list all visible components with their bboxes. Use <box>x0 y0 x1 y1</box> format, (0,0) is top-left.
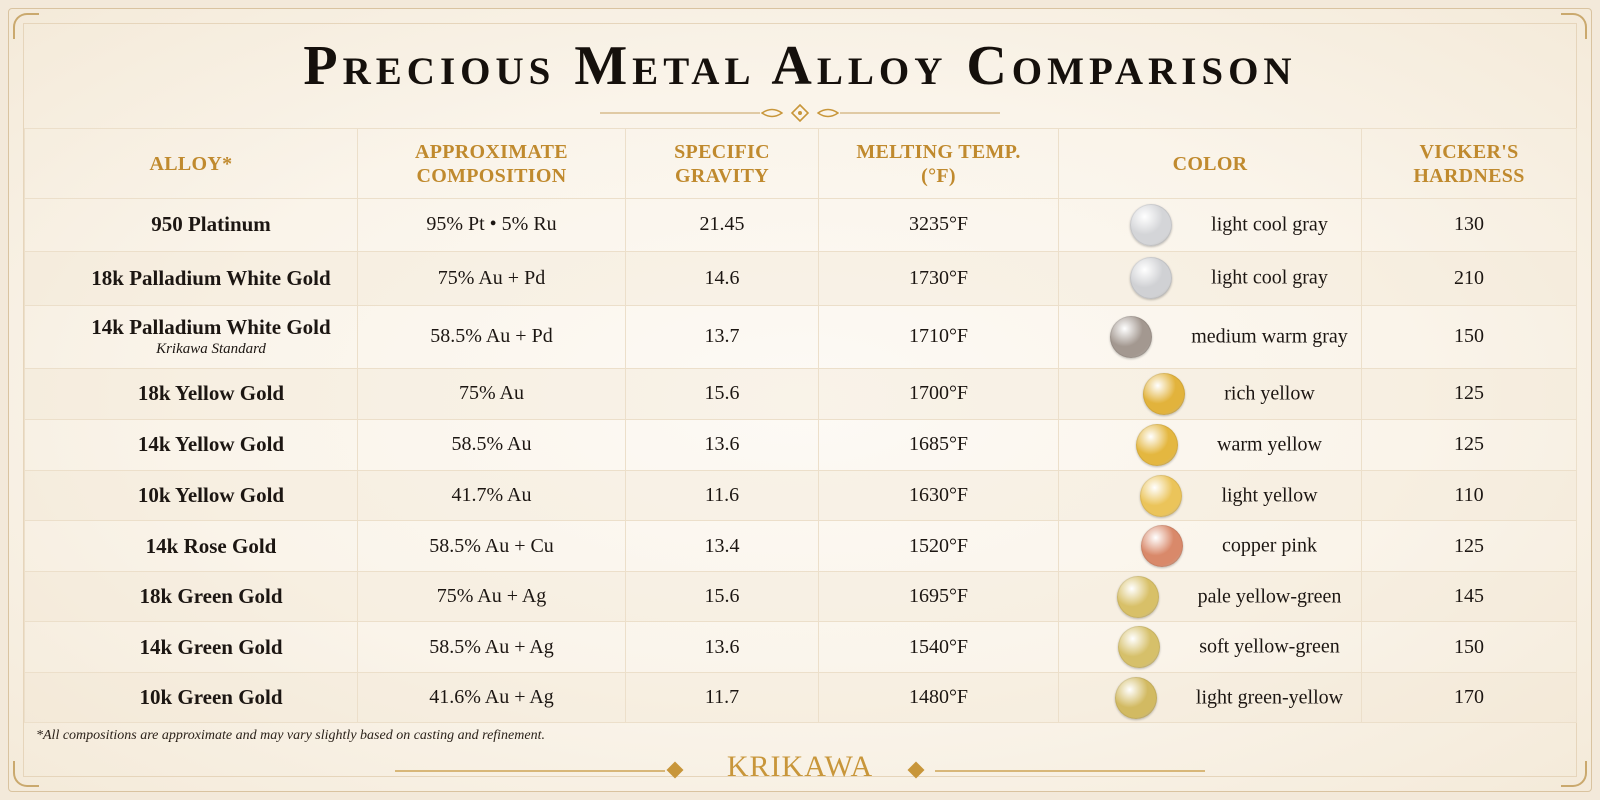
cell-composition: 75% Au + Ag <box>358 572 626 622</box>
metal-swatch-icon <box>1136 424 1178 466</box>
cell-hardness: 170 <box>1362 673 1577 723</box>
alloy-name: 10k Yellow Gold <box>137 483 285 508</box>
table-row <box>25 572 1577 622</box>
cell-hardness: 210 <box>1362 251 1577 305</box>
cell-melting-temp: 1630°F <box>819 470 1059 521</box>
cell-melting-temp: 1695°F <box>819 572 1059 622</box>
cell-melting-temp: 1540°F <box>819 622 1059 673</box>
metal-swatch-icon <box>1130 204 1172 246</box>
metal-swatch-icon <box>1118 626 1160 668</box>
header-gravity-label: SPECIFIC GRAVITY <box>674 140 770 187</box>
header-specific-gravity <box>626 129 819 199</box>
metal-swatch-icon <box>1110 316 1152 358</box>
header-melting-temp <box>819 129 1059 199</box>
cell-specific-gravity: 11.7 <box>626 673 819 723</box>
cell-melting-temp: 1710°F <box>819 305 1059 368</box>
table-row <box>25 368 1577 419</box>
cell-alloy <box>25 305 358 368</box>
cell-composition: 58.5% Au + Ag <box>358 622 626 673</box>
header-hardness <box>1362 129 1577 199</box>
metal-swatch-icon <box>1140 475 1182 517</box>
cell-composition: 75% Au <box>358 368 626 419</box>
cell-color <box>1059 521 1362 572</box>
cell-hardness: 130 <box>1362 199 1577 252</box>
color-label: soft yellow-green <box>1199 635 1340 658</box>
alloy-name: 14k Green Gold <box>139 634 283 659</box>
cell-melting-temp: 1520°F <box>819 521 1059 572</box>
table-row <box>25 419 1577 470</box>
cell-hardness: 110 <box>1362 470 1577 521</box>
cell-specific-gravity: 13.4 <box>626 521 819 572</box>
cell-alloy <box>25 251 358 305</box>
cell-hardness: 125 <box>1362 368 1577 419</box>
cell-melting-temp: 1700°F <box>819 368 1059 419</box>
header-hardness-label: VICKER'S HARDNESS <box>1413 140 1525 187</box>
alloy-name: 14k Yellow Gold <box>137 432 285 457</box>
header-composition-label: APPROXIMATE COMPOSITION <box>415 140 568 187</box>
color-label: light cool gray <box>1211 213 1328 236</box>
alloy-name: 14k Rose Gold <box>145 533 277 558</box>
header-melting-label: MELTING TEMP. (°F) <box>856 140 1021 187</box>
metal-swatch-icon <box>1130 257 1172 299</box>
cell-composition: 41.6% Au + Ag <box>358 673 626 723</box>
cell-color <box>1059 572 1362 622</box>
table-row <box>25 199 1577 252</box>
metal-swatch-icon <box>1117 576 1159 618</box>
cell-melting-temp: 3235°F <box>819 199 1059 252</box>
table-row <box>25 673 1577 723</box>
cell-alloy <box>25 199 358 252</box>
title-divider-ornament <box>600 104 1000 122</box>
cell-specific-gravity: 15.6 <box>626 368 819 419</box>
alloy-comparison-table <box>24 128 1577 723</box>
table-row <box>25 521 1577 572</box>
cell-alloy <box>25 572 358 622</box>
cell-color <box>1059 419 1362 470</box>
cell-composition: 95% Pt • 5% Ru <box>358 199 626 252</box>
cell-alloy <box>25 470 358 521</box>
metal-swatch-icon <box>1143 373 1185 415</box>
cell-color <box>1059 368 1362 419</box>
cell-hardness: 150 <box>1362 622 1577 673</box>
cell-alloy <box>25 622 358 673</box>
cell-alloy <box>25 673 358 723</box>
table-row <box>25 305 1577 368</box>
cell-composition: 75% Au + Pd <box>358 251 626 305</box>
cell-melting-temp: 1685°F <box>819 419 1059 470</box>
cell-composition: 41.7% Au <box>358 470 626 521</box>
alloy-name: 950 Platinum <box>151 212 271 237</box>
cell-melting-temp: 1480°F <box>819 673 1059 723</box>
header-composition <box>358 129 626 199</box>
alloy-note: Krikawa Standard <box>156 341 266 358</box>
color-label: light cool gray <box>1211 266 1328 289</box>
cell-color <box>1059 251 1362 305</box>
color-label: medium warm gray <box>1191 325 1348 348</box>
table-row <box>25 470 1577 521</box>
cell-color <box>1059 622 1362 673</box>
cell-specific-gravity: 21.45 <box>626 199 819 252</box>
alloy-name: 14k Palladium White Gold <box>91 315 331 340</box>
cell-specific-gravity: 14.6 <box>626 251 819 305</box>
cell-color <box>1059 199 1362 252</box>
metal-swatch-icon <box>1115 677 1157 719</box>
cell-specific-gravity: 13.6 <box>626 622 819 673</box>
alloy-name: 18k Yellow Gold <box>137 381 285 406</box>
alloy-name: 10k Green Gold <box>139 685 283 710</box>
table-row <box>25 622 1577 673</box>
cell-composition: 58.5% Au + Cu <box>358 521 626 572</box>
cell-composition: 58.5% Au + Pd <box>358 305 626 368</box>
cell-hardness: 125 <box>1362 419 1577 470</box>
table-header-row <box>25 129 1577 199</box>
color-label: rich yellow <box>1224 382 1315 405</box>
alloy-name: 18k Green Gold <box>139 584 283 609</box>
cell-hardness: 125 <box>1362 521 1577 572</box>
header-alloy: ALLOY* <box>25 129 358 199</box>
cell-alloy <box>25 521 358 572</box>
cell-color <box>1059 305 1362 368</box>
cell-specific-gravity: 13.6 <box>626 419 819 470</box>
brand-rule-right <box>935 770 1205 772</box>
color-label: copper pink <box>1222 534 1317 557</box>
color-label: pale yellow-green <box>1197 585 1342 608</box>
header-color: COLOR <box>1059 129 1362 199</box>
page-title: Precious Metal Alloy Comparison <box>303 35 1297 97</box>
metal-swatch-icon <box>1141 525 1183 567</box>
cell-alloy <box>25 368 358 419</box>
cell-specific-gravity: 15.6 <box>626 572 819 622</box>
cell-hardness: 150 <box>1362 305 1577 368</box>
brand-logo-text: KRIKAWA <box>726 750 874 783</box>
table-body <box>25 199 1577 723</box>
alloy-name: 18k Palladium White Gold <box>91 265 331 290</box>
color-label: light green-yellow <box>1195 686 1344 709</box>
cell-specific-gravity: 13.7 <box>626 305 819 368</box>
cell-specific-gravity: 11.6 <box>626 470 819 521</box>
cell-melting-temp: 1730°F <box>819 251 1059 305</box>
cell-color <box>1059 470 1362 521</box>
color-label: warm yellow <box>1217 433 1322 456</box>
cell-alloy <box>25 419 358 470</box>
table-row <box>25 251 1577 305</box>
cell-composition: 58.5% Au <box>358 419 626 470</box>
cell-color <box>1059 673 1362 723</box>
color-label: light yellow <box>1221 484 1318 507</box>
footnote: *All compositions are approximate and may vary slightly based on casting and refinement. <box>36 728 545 743</box>
cell-hardness: 145 <box>1362 572 1577 622</box>
